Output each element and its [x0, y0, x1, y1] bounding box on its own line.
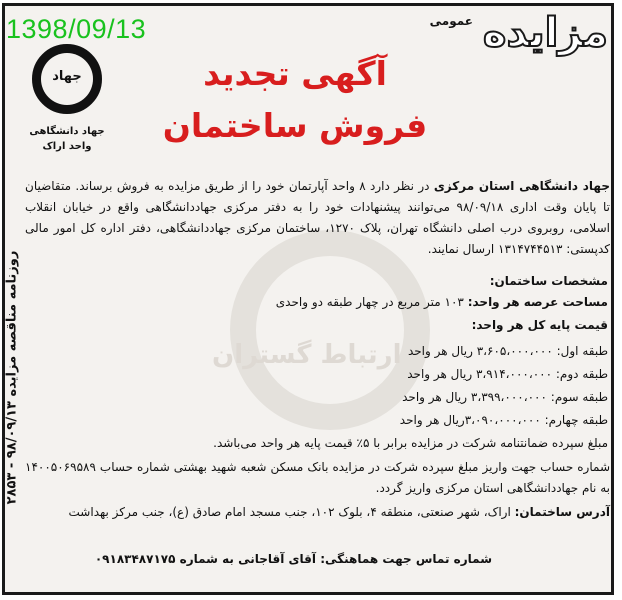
floor-row: طبقه اول: ۳،۶۰۵،۰۰۰،۰۰۰ ریال هر واحد — [407, 344, 608, 358]
deposit-note: مبلغ سپرده ضمانتنامه شرکت در مزایده برابر با ۵٪ قیمت پایه هر واحد می‌باشد. — [213, 436, 608, 450]
price-heading: قیمت پایه کل هر واحد: — [471, 318, 608, 332]
org-logo-icon — [32, 44, 102, 114]
title-line2: فروش ساختمان — [162, 106, 428, 145]
category-small-label: عمومی — [429, 14, 473, 28]
title-line1: آگهی تجدید — [203, 54, 387, 93]
address-line: آدرس ساختمان: اراک، شهر صنعتی، منطقه ۴، بلوک ۱۰۲، جنب مسجد امام صادق (ع)، جنب مرکز بهداشت — [68, 505, 610, 519]
logo-caption-line2: واحد اراک — [42, 141, 92, 152]
floor-row: طبقه سوم: ۳،۳۹۹،۰۰۰،۰۰۰ ریال هر واحد — [402, 390, 608, 404]
intro-paragraph — [25, 176, 610, 260]
category-label: مزایده — [482, 10, 608, 56]
intro-org: جهاد دانشگاهی استان مرکزی — [433, 179, 610, 193]
specs-heading: مشخصات ساختمان: — [489, 274, 608, 288]
side-strip — [2, 200, 22, 560]
area-line: مساحت عرصه هر واحد: ۱۰۳ متر مربع در چهار طبقه دو واحدی — [275, 295, 608, 309]
watermark-text: ارتباط گستران — [212, 340, 402, 370]
logo-caption-line1: جهاد دانشگاهی — [29, 126, 105, 137]
account-note: شماره حساب جهت واریز مبلغ سپرده شرکت در مزایده بانک مسکن شعبه شهید بهشتی شماره حساب ۱۴۰۰۵۰۶۹۵۸۹ به نام جهاددانشگاهی استان مرکزی واریز گردد. — [25, 460, 610, 495]
contact-line: شماره تماس جهت هماهنگی: آقای آقاجانی به شماره ۰۹۱۸۳۴۸۷۱۷۵ — [94, 552, 492, 566]
logo-caption — [18, 124, 116, 154]
intro-text: در نظر دارد ۸ واحد آپارتمان خود را از طریق مزایده به فروش برساند. متقاضیان تا پایان وقت اداری ۹۸/۰۹/۱۸ می‌توانند پیشنهادات خود را به دفتر مرکزی جهاددانشگاهی واقع در خیابان انقلاب اسلامی، روبروی درب اصلی دانشگاه تهران، پلاک ۱۲۷۰، ساختمان مرکزی جهاددانشگاهی، دفتر اداره کل امور مالی کدپستی: ۱۳۱۴۷۴۴۵۱۳ ارسال نمایند. — [25, 179, 610, 256]
side-strip-text: روزنامه مناقصه مزایده ۹۸/۰۹/۱۳ - ۲۸۵۳ — [4, 250, 20, 505]
floor-row: طبقه چهارم: ۳،۰۹۰،۰۰۰،۰۰۰ریال هر واحد — [399, 413, 608, 427]
date-stamp: 1398/09/13 — [6, 14, 147, 44]
watermark-logo — [230, 230, 430, 430]
logo-emblem-text: جهاد — [52, 69, 82, 84]
floor-row: طبقه دوم: ۳،۹۱۴،۰۰۰،۰۰۰ ریال هر واحد — [407, 367, 608, 381]
category-badge — [412, 10, 608, 60]
